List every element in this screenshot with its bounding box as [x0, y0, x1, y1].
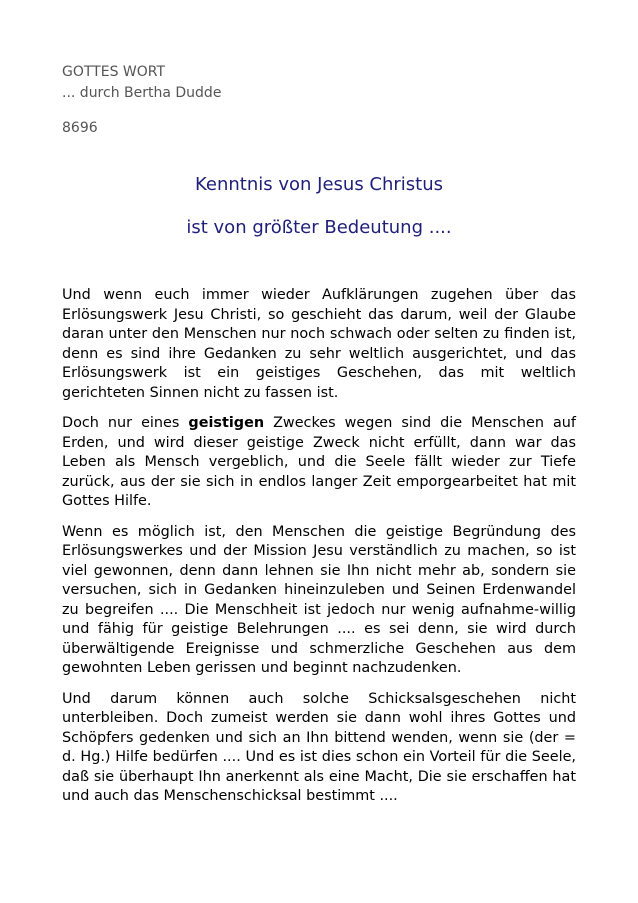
paragraph-2-start: Doch nur eines	[62, 415, 189, 431]
title-block	[62, 173, 576, 240]
paragraph-4: Und darum können auch solche Schicksalsgeschehen nicht unterbleiben. Doch zumeist werden sie dann wohl ihres Gottes und Schöpfers gedenken und sich an Ihn bittend wenden, wenn sie (der = d. Hg.) Hilfe bedürfen .... Und es ist dies schon ein Vorteil für die Seele, daß sie überhaupt Ihn anerkennt als eine Macht, Die sie erschaffen hat und auch das Menschenschicksal bestimmt ....	[62, 690, 576, 804]
body-text	[62, 286, 576, 807]
paragraph-2-emphasis: geistigen	[188, 415, 265, 431]
paragraph-2-rest: Zweckes wegen sind die Menschen auf Erden, und wird dieser geistige Zweck nicht erfüllt, dann war das Leben als Mensch vergeblich, und die Seele fällt wieder zur Tiefe zurück, aus der sie sich in endlos langer Zeit emporgearbeitet hat mit Gottes Hilfe.	[62, 415, 576, 509]
title-line-1: Kenntnis von Jesus Christus	[194, 174, 444, 195]
message-number: 8696	[62, 120, 98, 136]
paragraph-1: Und wenn euch immer wieder Aufklärungen zugehen über das Erlösungswerk Jesu Christi, so geschieht das darum, weil der Glaube daran unter den Menschen nur noch schwach oder selten zu finden ist, denn es sind ihre Gedanken zu sehr weltlich ausgerichtet, und das Erlösungswerk ist ein geistiges Geschehen, das mit weltlich gerichteten Sinnen nicht zu fassen ist.	[62, 287, 576, 401]
paragraph-3: Wenn es möglich ist, den Menschen die geistige Begründung des Erlösungswerkes und der Mission Jesu verständlich zu machen, so ist viel gewonnen, denn dann lehnen sie Ihn nicht mehr ab, sondern sie versuchen, sich in Gedanken hineinzuleben und Seinen Erdenwandel zu begreifen .... Die Menschheit ist jedoch nur wenig aufnahme-willig und fähig für geistige Belehrungen .... es sei denn, sie wird durch überwältigende Ereignisse und schmerzliche Geschehen aus dem gewohnten Leben gerissen und beginnt nachzudenken.	[62, 523, 576, 676]
author-line: ... durch Bertha Dudde	[62, 85, 222, 101]
title-line-2: ist von größter Bedeutung ....	[186, 217, 452, 238]
document-page	[62, 62, 576, 818]
source-label: GOTTES WORT	[62, 64, 166, 80]
paragraph-2	[62, 414, 576, 512]
